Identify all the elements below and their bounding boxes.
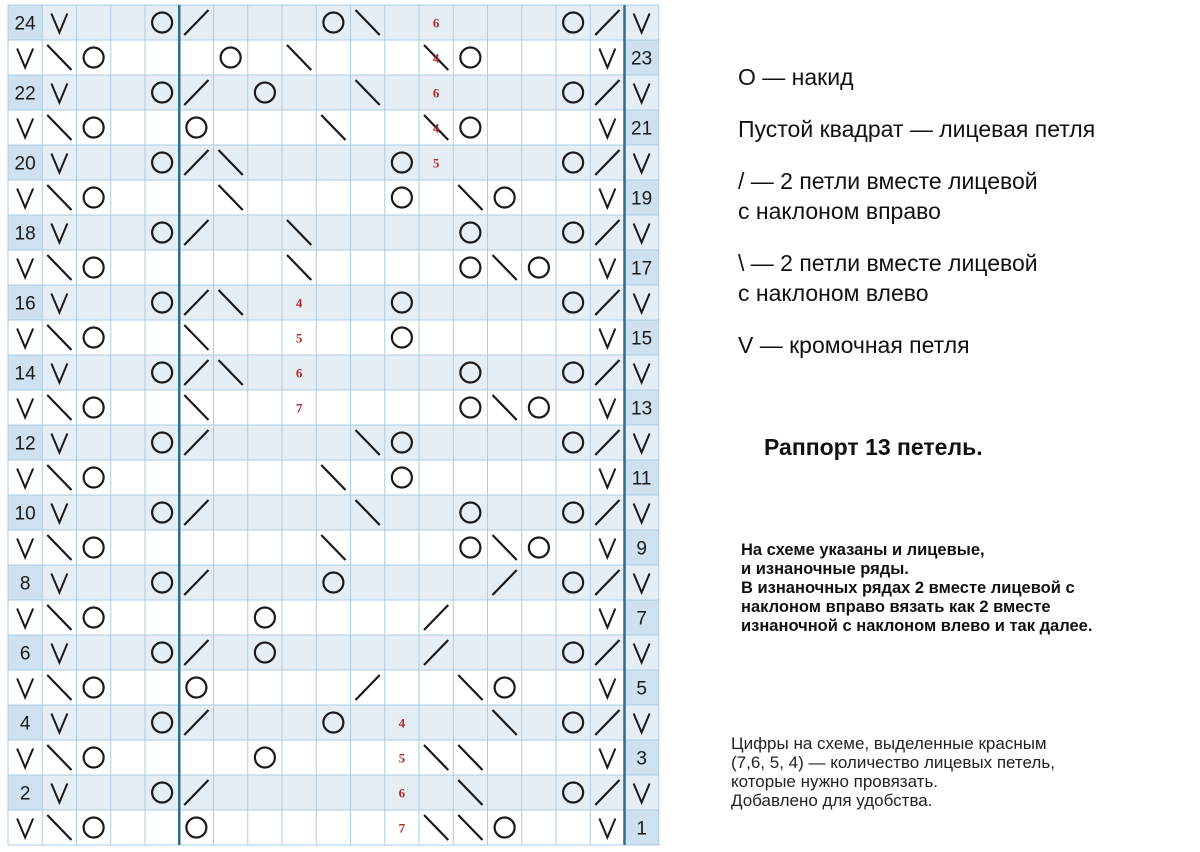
row-stripe: [8, 565, 659, 600]
row-stripe: [8, 75, 659, 110]
row-stripe: [8, 355, 659, 390]
row-number: 6: [19, 643, 31, 665]
row-stripe: [8, 705, 659, 740]
rows-note: [741, 541, 1191, 636]
row-number: 10: [14, 503, 36, 525]
legend-line: / — 2 петли вместе лицевой: [738, 168, 1038, 194]
knit-count-label: 6: [295, 365, 303, 381]
row-number: 8: [19, 573, 31, 595]
legend-knit-stitch: [738, 114, 1188, 144]
knit-count-label: 4: [432, 50, 440, 66]
row-number: 21: [631, 118, 653, 140]
legend-k2tog-right: [738, 166, 1188, 226]
repeat-note: Раппорт 13 петель.: [764, 434, 983, 460]
legend-yarn-over: [738, 62, 1188, 92]
row-stripe: [8, 215, 659, 250]
knit-count-label: 5: [295, 330, 303, 346]
row-number: 3: [636, 748, 647, 770]
legend-line: с наклоном влево: [738, 280, 929, 306]
row-stripe: [8, 635, 659, 670]
row-number: 12: [14, 433, 36, 455]
row-stripe: [8, 425, 659, 460]
row-number: 2: [19, 783, 31, 805]
red-numbers-note: [731, 734, 1191, 810]
row-number: 13: [631, 398, 653, 420]
row-stripe: [8, 145, 659, 180]
knit-count-label: 5: [432, 155, 440, 171]
knit-count-label: 4: [398, 715, 406, 731]
knit-count-label: 4: [295, 295, 303, 311]
row-number: 23: [631, 48, 653, 70]
note-line: Добавлено для удобства.: [731, 791, 933, 810]
row-stripe: [8, 5, 659, 40]
note-line: На схеме указаны и лицевые,: [741, 541, 985, 559]
note-line: изнаночной с наклоном влево и так далее.: [741, 617, 1093, 635]
row-number: 18: [14, 223, 36, 245]
note-line: Цифры на схеме, выделенные красным: [731, 734, 1047, 753]
row-number: 15: [631, 328, 653, 350]
legend-k2tog-left: [738, 248, 1188, 308]
note-line: и изнаночные ряды.: [741, 560, 909, 578]
row-number: 16: [14, 293, 36, 315]
row-number: 7: [636, 608, 647, 630]
legend-line: V — кромочная петля: [738, 332, 970, 358]
knit-count-label: 6: [398, 785, 406, 801]
knit-count-label: 6: [432, 15, 440, 31]
row-number: 20: [14, 153, 36, 175]
row-number: 22: [14, 83, 36, 105]
knit-count-label: 4: [432, 120, 440, 136]
row-stripe: [8, 775, 659, 810]
legend-line: \ — 2 петли вместе лицевой: [738, 250, 1038, 276]
row-number: 11: [631, 468, 652, 490]
row-number: 9: [636, 538, 647, 560]
legend-line: O — накид: [738, 64, 854, 90]
row-number: 5: [636, 678, 647, 700]
knit-count-label: 7: [398, 820, 406, 836]
note-line: (7,6, 5, 4) — количество лицевых петель,: [731, 753, 1055, 772]
knit-count-label: 7: [295, 400, 303, 416]
row-stripe: [8, 495, 659, 530]
legend-edge-stitch: [738, 330, 1188, 360]
row-number: 24: [14, 13, 36, 35]
row-number: 17: [631, 258, 653, 280]
note-line: которые нужно провязать.: [731, 772, 939, 791]
legend-line: с наклоном вправо: [738, 198, 941, 224]
row-number: 14: [14, 363, 36, 385]
note-line: В изнаночных рядах 2 вместе лицевой с: [741, 579, 1075, 597]
row-number: 19: [631, 188, 653, 210]
knit-count-label: 6: [432, 85, 440, 101]
legend-line: Пустой квадрат — лицевая петля: [738, 116, 1096, 142]
row-stripe: [8, 285, 659, 320]
row-number: 4: [19, 713, 31, 735]
knit-count-label: 5: [398, 750, 406, 766]
legend: [738, 62, 1188, 382]
row-number: 1: [636, 818, 647, 840]
note-line: наклоном вправо вязать как 2 вместе: [741, 598, 1051, 616]
